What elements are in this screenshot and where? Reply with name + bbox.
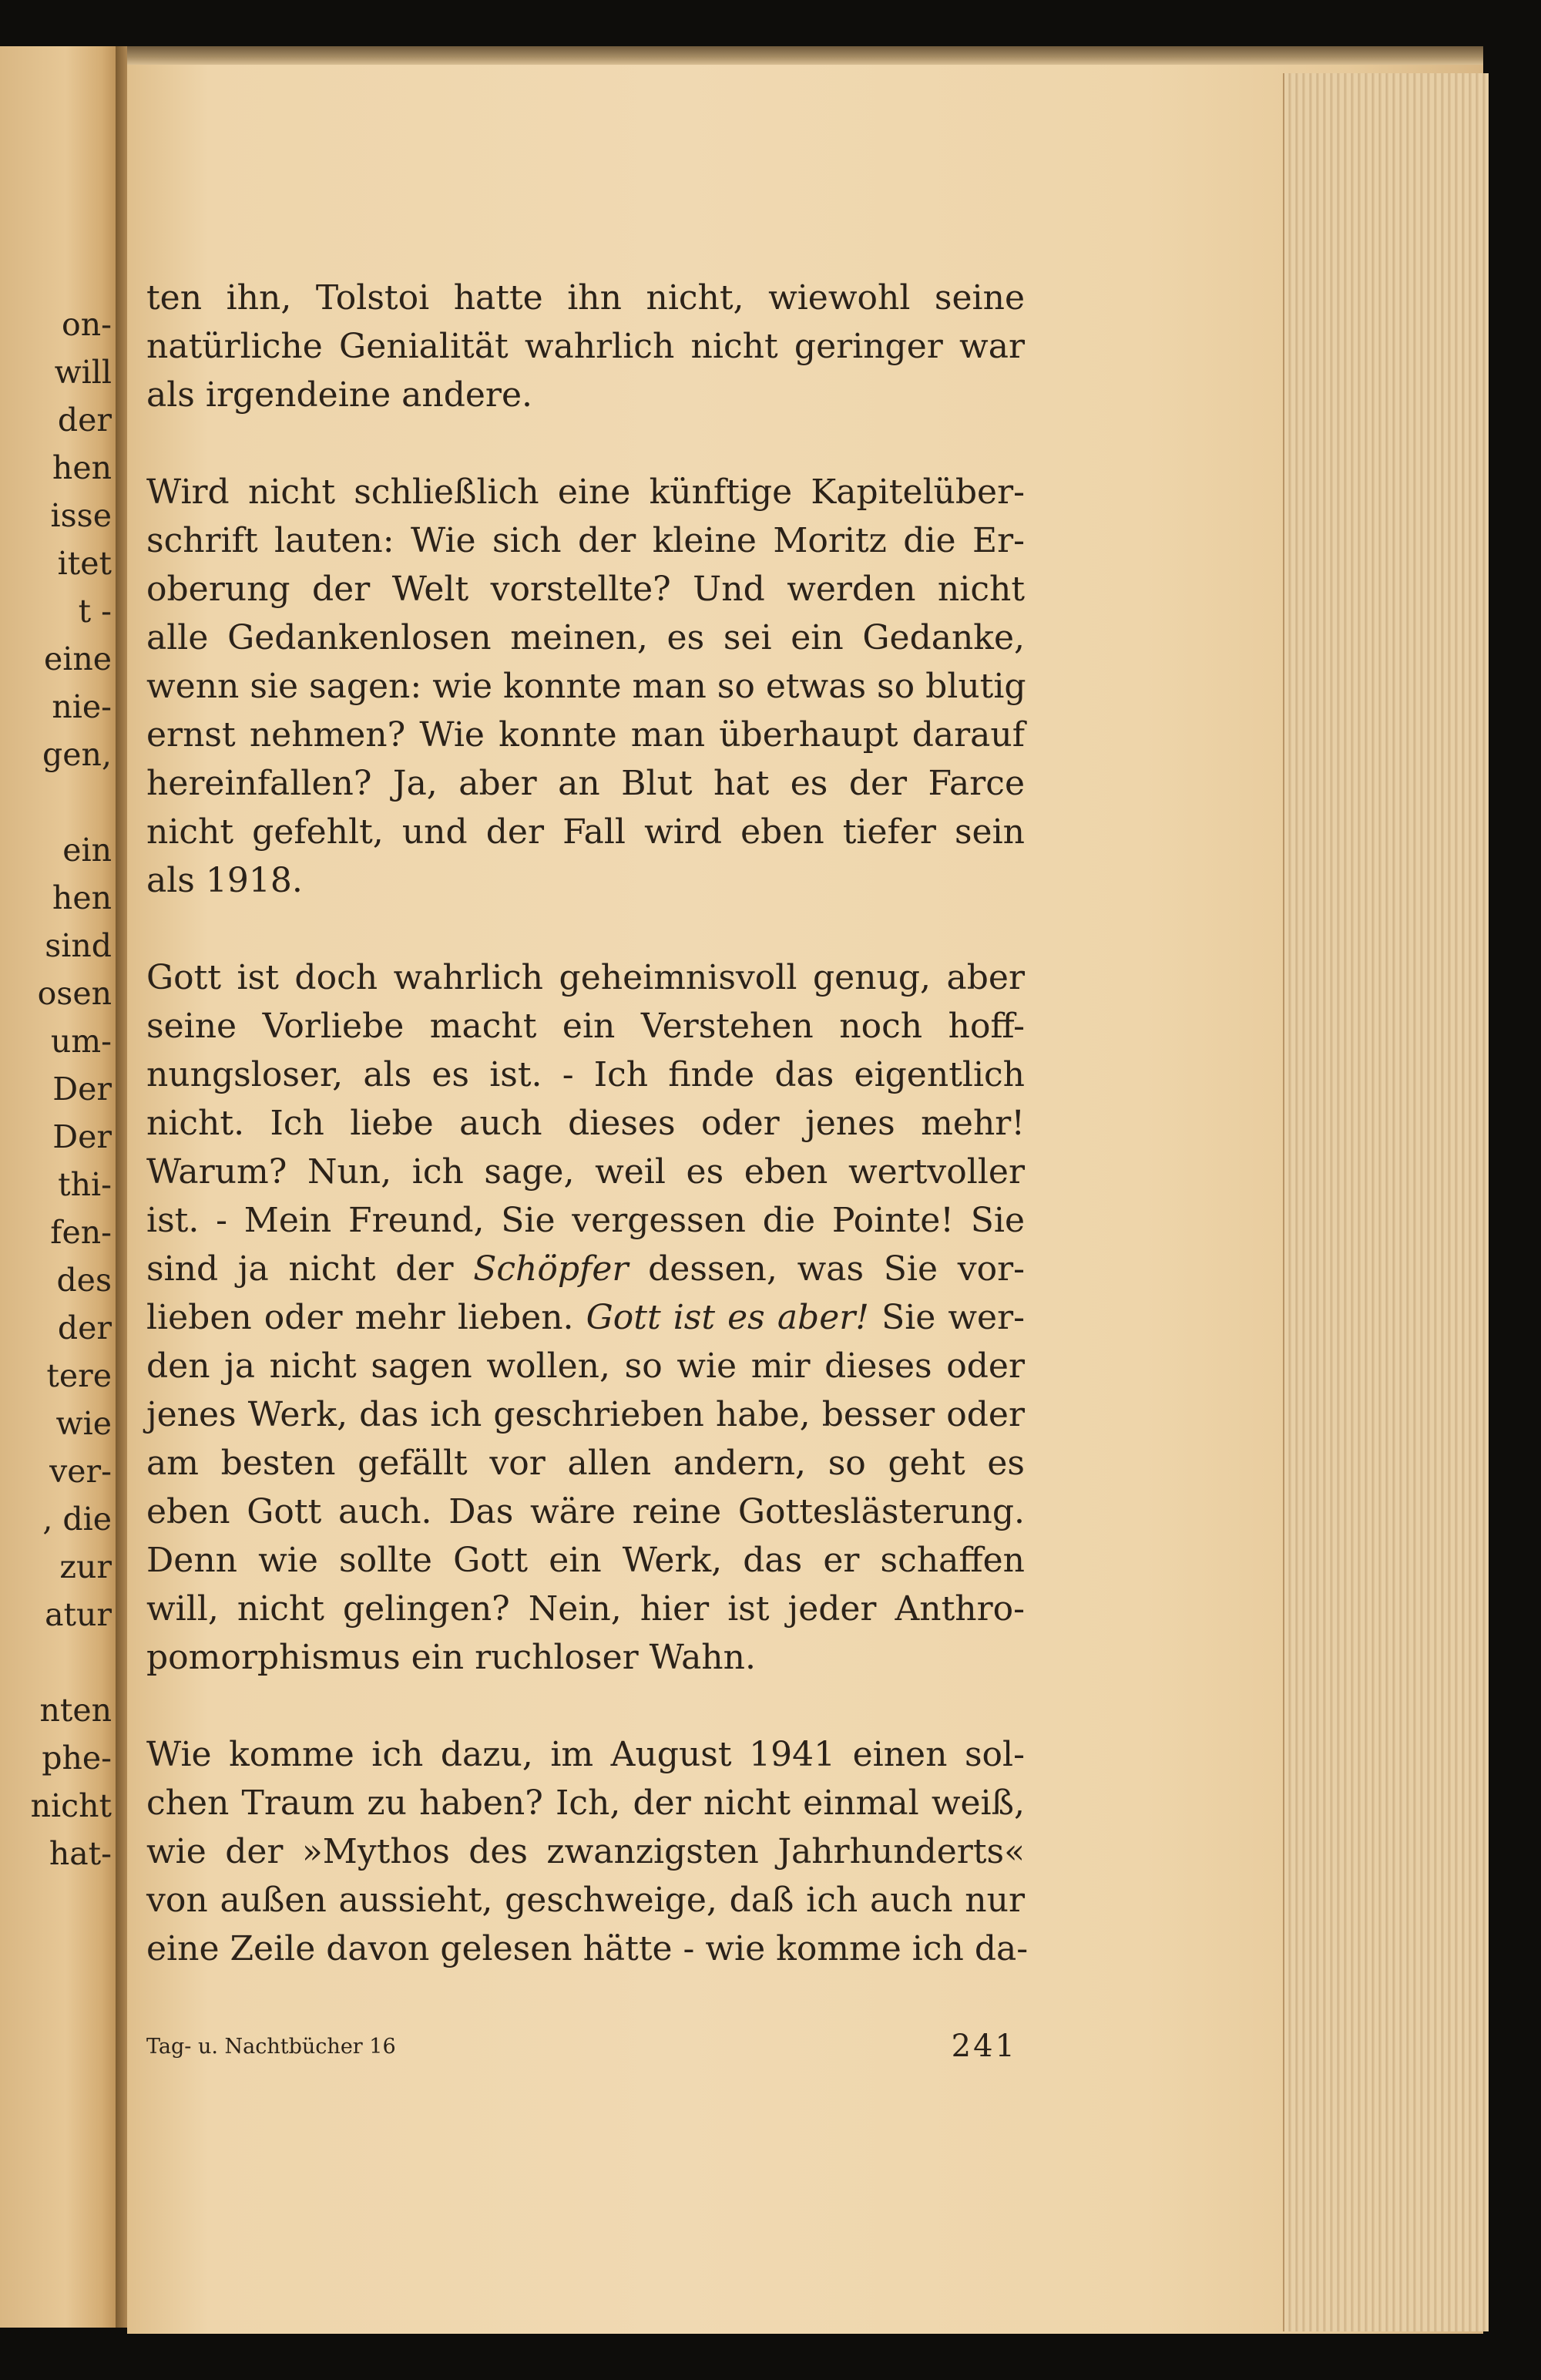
text-line: Wie komme ich dazu, im August 1941 einen sol- <box>146 1735 1025 1774</box>
text-line: ernst nehmen? Wie konnte man überhaupt darauf <box>146 715 1025 755</box>
previous-page-fragment: sind <box>45 927 112 964</box>
text-line: schrift lauten: Wie sich der kleine Moritz die Er- <box>146 521 1025 560</box>
text-line: nicht gefehlt, und der Fall wird eben tiefer sein <box>146 812 1025 852</box>
previous-page-fragment: um- <box>50 1023 112 1060</box>
previous-page-fragment: hat- <box>49 1835 112 1872</box>
text-line: Wird nicht schließlich eine künftige Kapitelüber- <box>146 472 1025 512</box>
paragraph-gap <box>0 778 112 826</box>
paragraph-gap <box>146 1682 1025 1730</box>
previous-page-fragment: atur <box>45 1596 112 1633</box>
page-number: 241 <box>951 2029 1017 2064</box>
previous-page-fragment: on- <box>62 306 112 343</box>
paragraph <box>146 1730 1029 1973</box>
previous-page-fragment: zur <box>59 1548 112 1585</box>
page-footer <box>146 2029 1025 2075</box>
previous-page-fragment: Der <box>52 1071 112 1108</box>
text-line: ten ihn, Tolstoi hatte ihn nicht, wiewohl seine <box>146 278 1025 318</box>
text-line: chen Traum zu haben? Ich, der nicht einmal weiß, <box>146 1783 1025 1823</box>
previous-page-fragment: hen <box>52 449 112 486</box>
previous-page-fragment: , die <box>42 1501 112 1538</box>
previous-page-edge <box>0 46 119 2328</box>
text-line: eben Gott auch. Das wäre reine Gotteslästerung. <box>146 1492 1025 1531</box>
text-line: eine Zeile davon gelesen hätte - wie komme ich da- <box>146 1929 1029 1968</box>
previous-page-fragment: will <box>54 354 112 391</box>
text-line: ist. - Mein Freund, Sie vergessen die Pointe! Sie <box>146 1201 1025 1240</box>
text-line: den ja nicht sagen wollen, so wie mir dieses oder <box>146 1346 1025 1386</box>
text-line: seine Vorliebe macht ein Verstehen noch hoff- <box>146 1007 1025 1046</box>
text-line: am besten gefällt vor allen andern, so geht es <box>146 1444 1025 1483</box>
previous-page-fragment: hen <box>52 879 112 916</box>
previous-page-fragment: fen- <box>50 1214 112 1251</box>
previous-page-fragment: nie- <box>52 688 112 725</box>
text-line: natürliche Genialität wahrlich nicht geringer war <box>146 327 1025 366</box>
text-line: jenes Werk, das ich geschrieben habe, besser oder <box>146 1395 1025 1434</box>
text-line: sind ja nicht der Schöpfer dessen, was Sie vor- <box>146 1249 1025 1289</box>
text-line: oberung der Welt vorstellte? Und werden nicht <box>146 570 1025 609</box>
text-line: Denn wie sollte Gott ein Werk, das er schaffen <box>146 1541 1025 1580</box>
previous-page-fragment: tere <box>46 1357 112 1394</box>
previous-page-fragment: thi- <box>58 1166 112 1203</box>
previous-page-fragment: ein <box>62 832 112 869</box>
previous-page-fragment: nten <box>39 1692 112 1729</box>
text-line: nungsloser, als es ist. - Ich finde das eigentlich <box>146 1055 1025 1094</box>
previous-page-fragment: osen <box>37 975 112 1012</box>
paragraph <box>146 468 1025 905</box>
text-line: von außen aussieht, geschweige, daß ich auch nur <box>146 1881 1025 1920</box>
previous-page-fragment: des <box>56 1262 112 1299</box>
text-line: lieben oder mehr lieben. Gott ist es aber! Sie wer- <box>146 1298 1025 1337</box>
paragraph-gap <box>0 1639 112 1686</box>
text-line: nicht. Ich liebe auch dieses oder jenes mehr! <box>146 1104 1025 1143</box>
previous-page-fragment: nicht <box>30 1787 112 1824</box>
previous-page-text <box>0 301 112 1877</box>
text-line: wenn sie sagen: wie konnte man so etwas so blutig <box>146 667 1026 706</box>
paragraph-gap <box>146 905 1025 953</box>
text-line: als irgendeine andere. <box>146 375 532 415</box>
previous-page-fragment: phe- <box>42 1740 112 1777</box>
paragraph-gap <box>146 419 1025 468</box>
text-line: hereinfallen? Ja, aber an Blut hat es der Farce <box>146 764 1025 803</box>
paragraph <box>146 274 1025 419</box>
page-top-edge <box>127 46 1483 65</box>
text-line: pomorphismus ein ruchloser Wahn. <box>146 1638 756 1677</box>
previous-page-fragment: itet <box>57 545 112 582</box>
emphasis: Gott ist es aber! <box>586 1298 869 1337</box>
text-line: wie der »Mythos des zwanzigsten Jahrhunderts« <box>146 1832 1025 1871</box>
text-line: als 1918. <box>146 861 303 900</box>
text-line: Warum? Nun, ich sage, weil es eben wertvoller <box>146 1152 1025 1192</box>
previous-page-fragment: der <box>57 1309 112 1346</box>
previous-page-fragment: wie <box>55 1405 112 1442</box>
text-line: alle Gedankenlosen meinen, es sei ein Gedanke, <box>146 618 1025 657</box>
previous-page-fragment: eine <box>43 640 112 677</box>
previous-page-fragment: t - <box>78 593 112 630</box>
previous-page-fragment: der <box>57 402 112 439</box>
page-body-text <box>146 274 1029 1973</box>
page-stack-edge <box>1283 73 1489 2331</box>
previous-page-fragment: ver- <box>49 1453 112 1490</box>
paragraph <box>146 953 1025 1682</box>
previous-page-fragment: isse <box>50 497 112 534</box>
printer-signature: Tag- u. Nachtbücher 16 <box>146 2035 396 2059</box>
previous-page-fragment: Der <box>52 1118 112 1155</box>
emphasis: Schöpfer <box>473 1249 629 1289</box>
text-line: will, nicht gelingen? Nein, hier ist jeder Anthro- <box>146 1589 1025 1629</box>
previous-page-fragment: gen, <box>42 736 112 773</box>
text-line: Gott ist doch wahrlich geheimnisvoll genug, aber <box>146 958 1025 997</box>
